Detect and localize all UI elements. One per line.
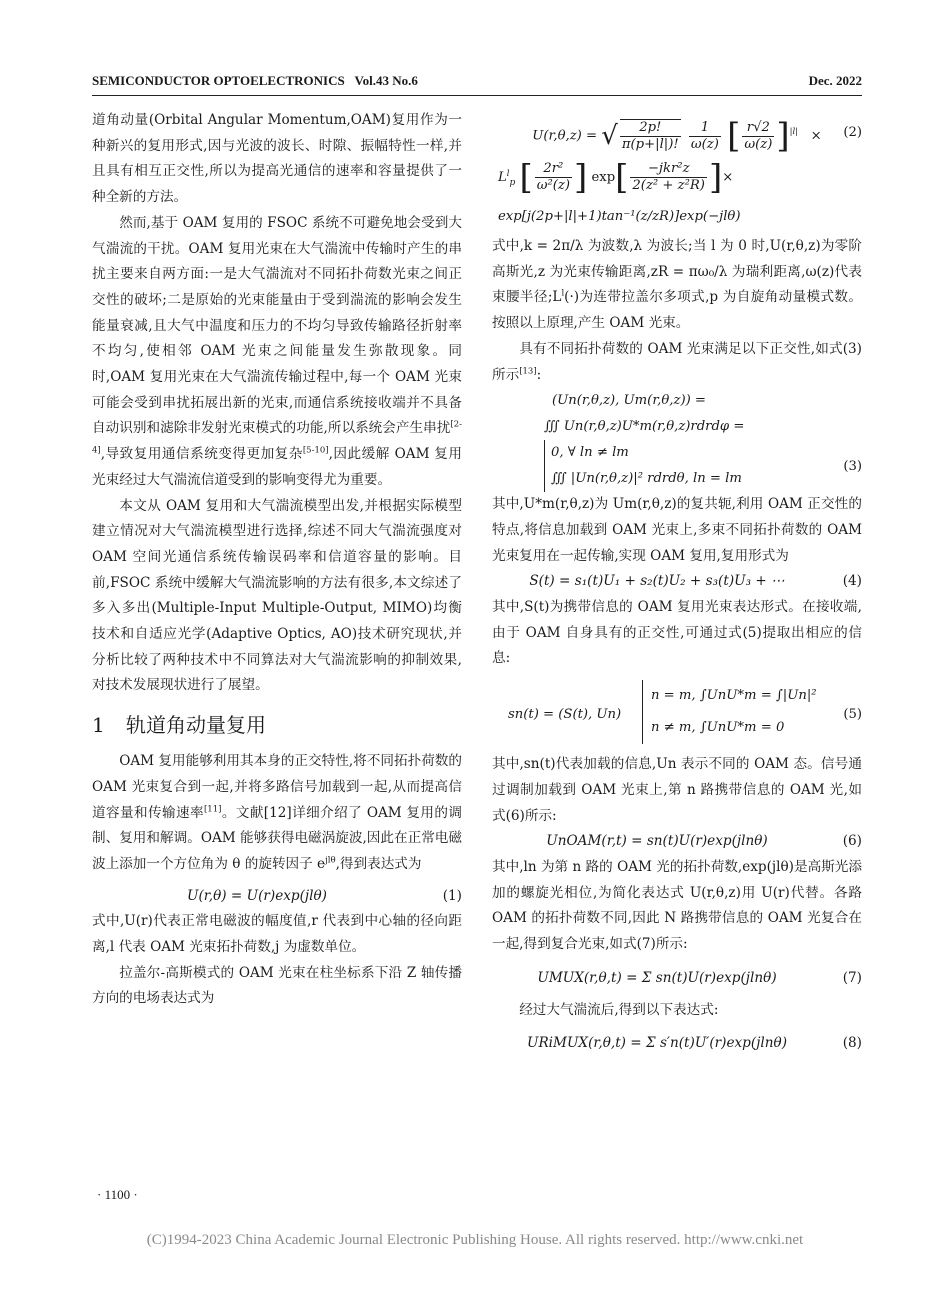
paragraph-13: 经过大气湍流后,得到以下表达式:: [519, 1001, 719, 1018]
paragraph-8: 具有不同拓扑荷数的 OAM 光束满足以下正交性,如式(3)所示[13]:: [492, 340, 862, 383]
copyright-line: (C)1994-2023 China Academic Journal Electronic Publishing House. All rights reserved. http://www.cnki.net: [146, 1232, 804, 1248]
running-header: [92, 73, 862, 93]
right-column: [492, 116, 862, 1063]
paragraph-5: 式中,U(r)代表正常电磁波的幅度值,r 代表到中心轴的径向距离,l 代表 OAM 光束拓扑荷数,j 为虚数单位。: [92, 913, 462, 956]
paragraph-12: 其中,ln 为第 n 路的 OAM 光的拓扑荷数,exp(jlθ)是高斯光添加的螺旋光相位,为简化表达式 U(r,θ,z)用 U(r)代替。各路 OAM 的拓扑荷数不同,因此 N 路携带信息的 OAM 光复合在一起,得到复合光束,如式(7)所示:: [492, 858, 862, 953]
equation-6: UnOAM(r,t) = sn(t)U(r)exp(jlnθ) (6): [546, 833, 862, 850]
section-heading: 1 轨道角动量复用: [92, 713, 266, 738]
equation-3: (Un(r,θ,z), Um(r,θ,z)) = ∭ Un(r,θ,z)U*m(r,θ,z)rdrdφ = 0, ∀ ln ≠ lm ∭ |Un(r,θ,z)|² rdrdθ, ln = lm (3): [492, 388, 862, 492]
equation-8: URiMUX(r,θ,t) = Σ s′n(t)U′(r)exp(jlnθ) (8): [526, 1035, 862, 1052]
paragraph-9: 其中,U*m(r,θ,z)为 Um(r,θ,z)的复共轭,利用 OAM 正交性的特点,将信息加载到 OAM 光束上,多束不同拓扑荷数的 OAM 光束复用在一起传输,实现 OAM 复用,复用形式为: [492, 496, 862, 564]
paragraph-4: OAM 复用能够利用其本身的正交特性,将不同拓扑荷数的 OAM 光束复合到一起,并将多路信号加载到一起,从而提高信道容量和传输速率[11]。文献[12]详细介绍了 OAM 复用的调制、复用和解调。OAM 能够获得电磁涡旋波,因此在正常电磁波上添加一个方位角为 θ 的旋转因子 $e^{jl\theta}$,得到表达式为: [92, 753, 462, 872]
header-rule: [92, 95, 862, 96]
equation-1: U(r,θ) = U(r)exp(jlθ) (1): [187, 887, 462, 904]
equation-5: sn(t) = (S(t), Un) n = m, ∫UnU*m = ∫|Un|² n ≠ m, ∫UnU*m = 0 (5): [492, 676, 862, 748]
journal-volume: SEMICONDUCTOR OPTOELECTRONICS Vol.43 No.6: [92, 73, 418, 88]
equation-7: UMUX(r,θ,t) = Σ sn(t)U(r)exp(jlnθ) (7): [537, 969, 862, 986]
paragraph-11: 其中,sn(t)代表加载的信息,Un 表示不同的 OAM 态。信号通过调制加载到 OAM 光束上,第 n 路携带信息的 OAM 光,如式(6)所示:: [492, 756, 862, 824]
paragraph-2: 然而,基于 OAM 复用的 FSOC 系统不可避免地会受到大气湍流的干扰。OAM 复用光束在大气湍流中传输时产生的串扰主要来自两方面:一是大气湍流对不同拓扑荷数光束之间正交性的破坏;二是原始的光束能量由于受到湍流的影响会发生能量衰减,且大气中温度和压力的不均匀导致传输路径折射率不均匀,使相邻 OAM 光束之间能量发生弥散现象。同时,OAM 复用光束在大气湍流传输过程中,每一个 OAM 光束可能会受到串扰拓展出新的光束,而通信系统接收端并不具备自动识别和滤除非发射光束模式的功能,所以系统会产生串扰[2-4],导致复用通信系统变得更加复杂[5-10],因此缓解 OAM 复用光束经过大气湍流信道受到的影响变得尤为重要。: [92, 214, 462, 488]
equation-2: U(r,θ,z) = √ $\frac{2p!}{\pi(p+|l|)!}$ $\frac{1}{\omega(z)}$ [ $\frac{r√2}{\omega(z)}$ ]$^{|l|}$ × $L^l_p$ [ $\frac{\text{2r²}}{\text{ω²(z)}}$ ] exp[ $\frac{\text{−jkr²z}}{\text{2(z² + z²R)}}$ ]× exp[j(2p+|l|+1)tan⁻¹(z/zR)]exp(−jlθ) (2): [498, 116, 862, 224]
issue-date: Dec. 2022: [808, 73, 862, 88]
paragraph-7: 式中,k = 2π/λ 为波数,λ 为波长;当 l 为 0 时,U(r,θ,z)为零阶高斯光,z 为光束传输距离,zR = πω₀/λ 为瑞利距离,ω(z)代表束腰半径$;L^l(\cdot)$为连带拉盖尔多项式,p 为自旋角动量模式数。按照以上原理,产生 OAM 光束。: [492, 238, 862, 332]
paragraph-1: 道角动量(Orbital Angular Momentum,OAM)复用作为一种新兴的复用形式,因与光波的波长、时隙、振幅特性一样,并且具有相互正交性,所以为提高光通信的速率和容量提供了一种全新的方法。: [92, 112, 462, 206]
paragraph-10: 其中,S(t)为携带信息的 OAM 复用光束表达形式。在接收端,由于 OAM 自身具有的正交性,可通过式(5)提取出相应的信息:: [492, 599, 862, 667]
paragraph-3: 本文从 OAM 复用和大气湍流模型出发,并根据实际模型建立情况对大气湍流模型进行选择,综述不同大气湍流强度对 OAM 空间光通信系统传输误码率和信道容量的影响。目前,FSOC 系统中缓解大气湍流影响的方法有很多,本文综述了多入多出(Multiple-Input Multiple-Output, MIMO)均衡技术和自适应光学(Adaptive Optics, AO)技术研究现状,并分析比较了两种技术中不同算法对大气湍流影响的抑制效果,对技术发展现状进行了展望。: [92, 497, 462, 694]
paragraph-6: 拉盖尔-高斯模式的 OAM 光束在柱坐标系下沿 Z 轴传播方向的电场表达式为: [92, 964, 462, 1007]
left-column: [92, 108, 462, 1012]
page-number: · 1100 ·: [97, 1187, 138, 1202]
equation-4: S(t) = s₁(t)U₁ + s₂(t)U₂ + s₃(t)U₃ + ⋯ (4): [529, 573, 862, 590]
